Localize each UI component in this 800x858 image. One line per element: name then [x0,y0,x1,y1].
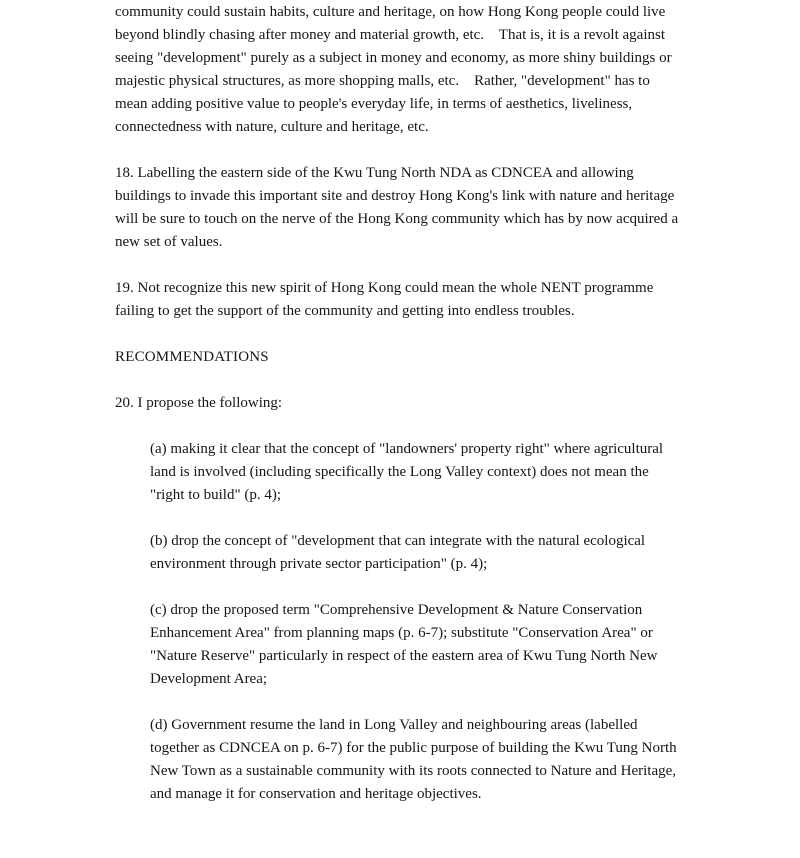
paragraph-19: 19. Not recognize this new spirit of Hong Kong could mean the whole NENT programme failing to get the support of the community and getting into endless troubles. [115,280,658,319]
paragraph-18: 18. Labelling the eastern side of the Kwu Tung North NDA as CDNCEA and allowing buildings to invade this important site and destroy Hong Kong's link with nature and heritage will be sure to touch on the nerve of the Hong Kong community which has by now acquired a new set of values. [115,165,682,250]
paragraph-continuation: community could sustain habits, culture and heritage, on how Hong Kong people could live beyond blindly chasing after money and material growth, etc. That is, it is a revolt against seeing "development" purely as a subject in money and economy, as more shiny buildings or majestic physical structures, as more shopping malls, etc. Rather, "development" has to mean adding positive value to people's everyday life, in terms of aesthetics, liveliness, connectedness with nature, culture and heritage, etc. [115,4,676,135]
recommendation-item-b: (b) drop the concept of "development that can integrate with the natural ecological environment through private sector participation" (p. 4); [150,533,649,572]
recommendation-item-c: (c) drop the proposed term "Comprehensive Development & Nature Conservation Enhancement Area" from planning maps (p. 6-7); substitute "Conservation Area" or "Nature Reserve" particularly in respect of the eastern area of Kwu Tung North New Development Area; [150,602,662,687]
recommendation-item-a: (a) making it clear that the concept of "landowners' property right" where agricultural land is involved (including specifically the Long Valley context) does not mean the "right to build" (p. 4); [150,441,667,503]
recommendation-item-d: (d) Government resume the land in Long Valley and neighbouring areas (labelled together as CDNCEA on p. 6-7) for the public purpose of building the Kwu Tung North New Town as a sustainable community with its roots connected to Nature and Heritage, and manage it for conservation and heritage objectives. [150,717,681,802]
paragraph-20: 20. I propose the following: [115,395,283,411]
recommendations-heading: RECOMMENDATIONS [115,349,269,365]
